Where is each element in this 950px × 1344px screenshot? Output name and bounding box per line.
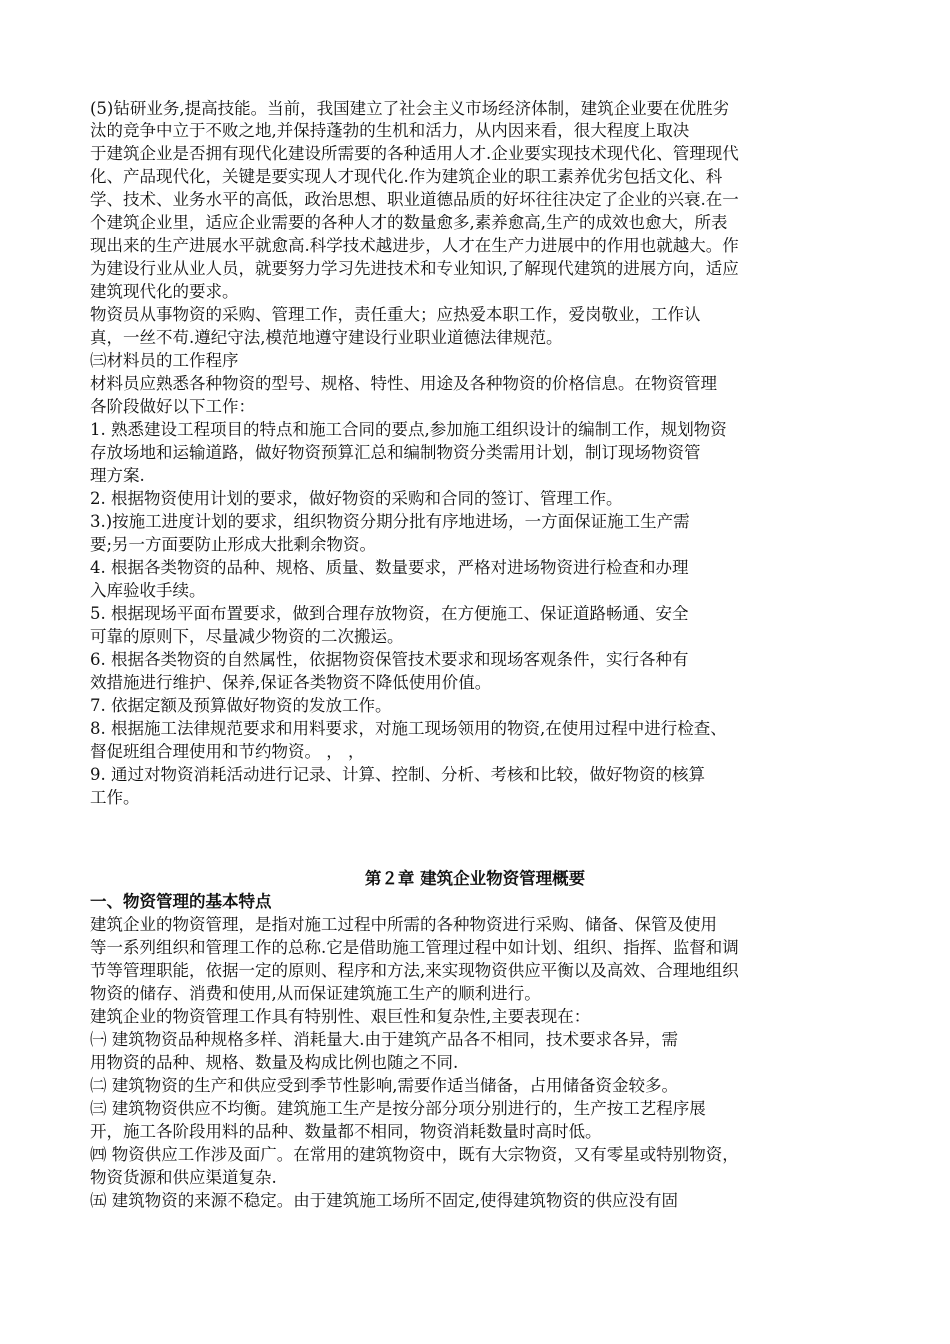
text-line: 化、产品现代化，关键是要实现人才现代化.作为建筑企业的职工素养优劣包括文化、科 [90,167,723,186]
text-line: 建筑现代化的要求。 [90,282,239,301]
text-line: 5. 根据现场平面布置要求，做到合理存放物资，在方便施工、保证道路畅通、安全 [90,604,689,623]
text-line: 开，施工各阶段用料的品种、数量都不相同，物资消耗数量时高时低。 [90,1122,602,1141]
text-line: 8. 根据施工法律规范要求和用料要求，对施工现场领用的物资,在使用过程中进行检查、 [90,719,727,738]
text-line: 用物资的品种、规格、数量及构成比例也随之不同. [90,1053,459,1072]
text-line: 个建筑企业里，适应企业需要的各种人才的数量愈多,素养愈高,生产的成效也愈大，所表 [90,213,728,232]
text-line: 存放场地和运输道路，做好物资预算汇总和编制物资分类需用计划，制订现场物资管 [90,443,701,462]
text-line: ㈣ 物资供应工作涉及面广。在常用的建筑物资中，既有大宗物资，又有零星或特别物资， [90,1145,739,1164]
text-line: ㈡ 建筑物资的生产和供应受到季节性影响,需要作适当储备，占用储备资金较多。 [90,1076,678,1095]
text-line: 现出来的生产进展水平就愈高.科学技术越进步，人才在生产力进展中的作用也就越大。作 [90,236,739,255]
chapter-title: 第２章 建筑企业物资管理概要 [364,869,586,888]
text-line: ㈠ 建筑物资品种规格多样、消耗量大.由于建筑产品各不相同，技术要求各异，需 [90,1030,678,1049]
text-line: 督促班组合理使用和节约物资。 ， ， [90,742,365,761]
text-line: 汰的竞争中立于不败之地,并保持蓬勃的生机和活力，从内因来看，很大程度上取决 [90,121,690,140]
text-line: 7. 依据定额及预算做好物资的发放工作。 [90,696,392,715]
text-line: 2. 根据物资使用计划的要求，做好物资的采购和合同的签订、管理工作。 [90,489,623,508]
text-line: 真，一丝不苟.遵纪守法,模范地遵守建设行业职业道德法律规范。 [90,328,563,347]
text-line: 物资员从事物资的采购、管理工作，责任重大；应热爱本职工作，爱岗敬业，工作认 [90,305,701,324]
text-line: 理方案. [90,466,145,485]
text-line: ㈤ 建筑物资的来源不稳定。由于建筑施工场所不固定,使得建筑物资的供应没有固 [90,1191,678,1210]
text-line: 入库验收手续。 [90,581,206,600]
text-line: 等一系列组织和管理工作的总称.它是借助施工管理过程中如计划、组织、指挥、监督和调 [90,938,739,957]
text-line: 建筑企业的物资管理，是指对施工过程中所需的各种物资进行采购、储备、保管及使用 [90,915,717,934]
text-line: 要;另一方面要防止形成大批剩余物资。 [90,535,377,554]
text-line: 3.)按施工进度计划的要求，组织物资分期分批有序地进场，一方面保证施工生产需 [90,512,690,531]
text-line: 材料员应熟悉各种物资的型号、规格、特性、用途及各种物资的价格信息。在物资管理 [90,374,717,393]
text-line: 物资的储存、消费和使用,从而保证建筑施工生产的顺利进行。 [90,984,541,1003]
text-line: 工作。 [90,788,140,807]
text-line: 6. 根据各类物资的自然属性，依据物资保管技术要求和现场客观条件，实行各种有 [90,650,689,669]
text-line: 9. 通过对物资消耗活动进行记录、计算、控制、分析、考核和比较，做好物资的核算 [90,765,705,784]
text-line: 学、技术、业务水平的高低，政治思想、职业道德品质的好坏往往决定了企业的兴衰.在一 [90,190,739,209]
text-line: 1. 熟悉建设工程项目的特点和施工合同的要点,参加施工组织设计的编制工作，规划物资 [90,420,727,439]
text-line: 4. 根据各类物资的品种、规格、质量、数量要求，严格对进场物资进行检查和办理 [90,558,689,577]
text-line: 为建设行业从业人员，就要努力学习先进技术和专业知识,了解现代建筑的进展方向，适应 [90,259,739,278]
text-line: ㈢材料员的工作程序 [90,351,239,370]
text-line: 节等管理职能，依据一定的原则、程序和方法,来实现物资供应平衡以及高效、合理地组织 [90,961,739,980]
text-line: 物资货源和供应渠道复杂. [90,1168,277,1187]
text-line: 建筑企业的物资管理工作具有特别性、艰巨性和复杂性,主要表现在： [90,1007,591,1026]
section-heading: 一、物资管理的基本特点 [90,892,272,911]
text-line: ㈢ 建筑物资供应不均衡。建筑施工生产是按分部分项分别进行的，生产按工艺程序展 [90,1099,706,1118]
text-line: (5)钻研业务,提高技能。当前，我国建立了社会主义市场经济体制，建筑企业要在优胜劣 [90,99,730,118]
text-line: 各阶段做好以下工作： [90,397,255,416]
text-line: 效措施进行维护、保养,保证各类物资不降低使用价值。 [90,673,492,692]
text-line: 可靠的原则下，尽量减少物资的二次搬运。 [90,627,404,646]
text-line: 于建筑企业是否拥有现代化建设所需要的各种适用人才.企业要实现技术现代化、管理现代 [90,144,739,163]
